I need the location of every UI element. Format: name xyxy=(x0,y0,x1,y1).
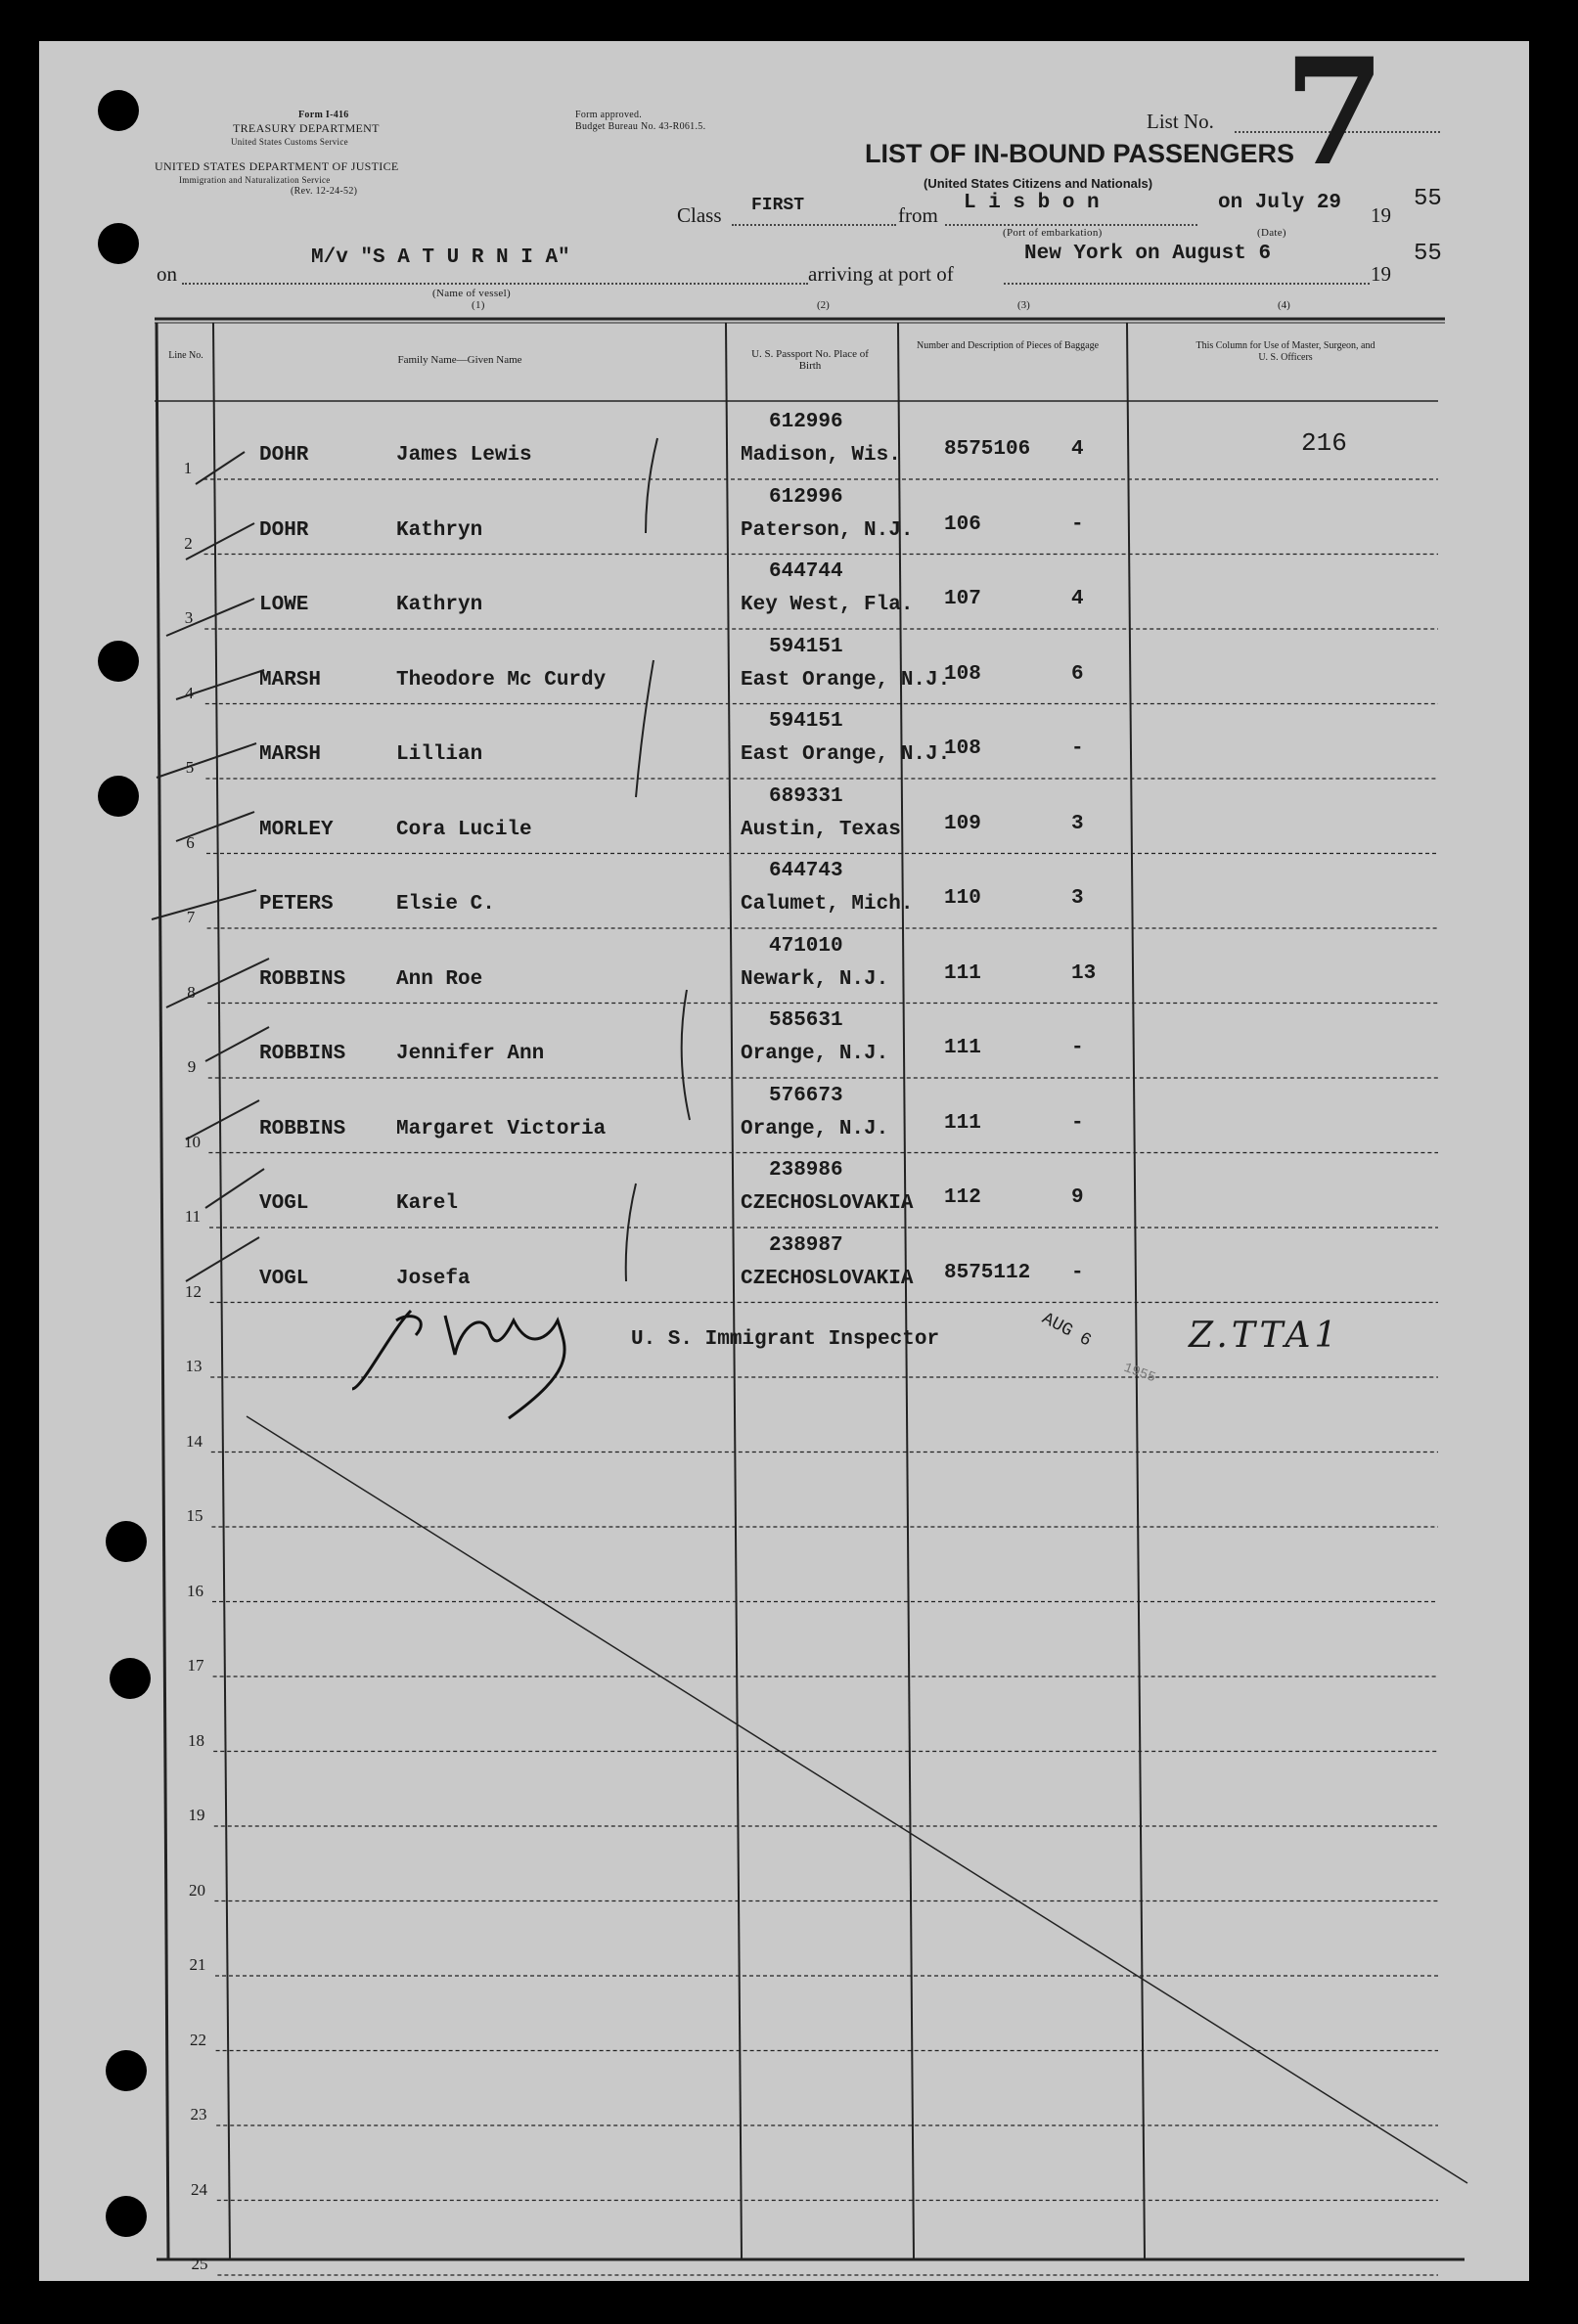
page-title: LIST OF IN-BOUND PASSENGERS xyxy=(865,139,1295,168)
baggage-pieces: 4 xyxy=(1071,588,1084,610)
line-number: 3 xyxy=(184,608,194,627)
passport-number: 612996 xyxy=(769,485,843,509)
header-officers: This Column for Use of Master, Surgeon, and U. S. Officers xyxy=(1195,340,1375,363)
place-of-birth: Calumet, Mich. xyxy=(741,893,914,916)
baggage-pieces: 9 xyxy=(1071,1186,1084,1209)
given-name: Elsie C. xyxy=(396,893,495,916)
treasury-department: TREASURY DEPARTMENT xyxy=(233,121,380,135)
passport-number: 585631 xyxy=(769,1009,843,1032)
given-name: Karel xyxy=(396,1192,459,1215)
given-name: Margaret Victoria xyxy=(396,1117,607,1140)
baggage-number: 107 xyxy=(944,588,981,610)
family-name: ROBBINS xyxy=(259,967,346,991)
family-name: DOHR xyxy=(259,518,309,542)
family-name: ROBBINS xyxy=(259,1117,346,1140)
family-name: ROBBINS xyxy=(259,1043,346,1065)
given-name: Josefa xyxy=(396,1267,471,1290)
line-number: 15 xyxy=(186,1506,203,1525)
page-subtitle: (United States Citizens and Nationals) xyxy=(924,176,1153,191)
budget-bureau: Budget Bureau No. 43-R061.5. xyxy=(575,121,706,132)
form-revision: (Rev. 12-24-52) xyxy=(291,186,358,197)
class-label: Class xyxy=(677,203,722,227)
col-num-4: (4) xyxy=(1278,299,1290,311)
place-of-birth: CZECHOSLOVAKIA xyxy=(741,1192,914,1215)
line-number: 5 xyxy=(185,758,195,777)
place-of-birth: Newark, N.J. xyxy=(741,967,889,991)
baggage-pieces: - xyxy=(1071,737,1084,760)
line-number: 14 xyxy=(186,1431,203,1451)
col-num-3: (3) xyxy=(1017,299,1030,311)
passport-number: 612996 xyxy=(769,411,843,433)
baggage-pieces: 13 xyxy=(1071,961,1097,985)
vessel-name: M/v "S A T U R N I A" xyxy=(311,246,570,269)
port-embarkation-caption: (Port of embarkation) xyxy=(1003,227,1103,239)
family-name: LOWE xyxy=(259,594,309,616)
date-stamp-year: 1955 xyxy=(1121,1360,1158,1387)
given-name: Kathryn xyxy=(396,518,483,542)
baggage-number: 8575112 xyxy=(944,1261,1031,1284)
place-of-birth: Austin, Texas xyxy=(741,818,901,841)
line-number: 6 xyxy=(186,832,195,852)
family-name: PETERS xyxy=(259,893,334,916)
baggage-pieces: 3 xyxy=(1071,887,1084,910)
place-of-birth: Madison, Wis. xyxy=(741,444,901,467)
baggage-number: 111 xyxy=(944,1111,981,1135)
year-value-2: 55 xyxy=(1414,241,1442,267)
department-of-justice: UNITED STATES DEPARTMENT OF JUSTICE xyxy=(155,159,399,173)
baggage-pieces: - xyxy=(1071,1261,1084,1284)
passport-number: 471010 xyxy=(769,934,843,958)
embarkation-date: on July 29 xyxy=(1218,192,1342,214)
line-number: 7 xyxy=(186,908,196,926)
place-of-birth: Orange, N.J. xyxy=(741,1117,889,1140)
port-embarkation: L i s b o n xyxy=(964,192,1100,214)
passport-number: 238986 xyxy=(769,1159,843,1182)
baggage-pieces: 4 xyxy=(1071,438,1084,461)
place-of-birth: East Orange, N.J. xyxy=(741,668,951,692)
line-number: 12 xyxy=(185,1281,202,1301)
line-number: 9 xyxy=(187,1057,197,1076)
class-value: FIRST xyxy=(751,196,805,215)
year-value-1: 55 xyxy=(1414,186,1442,212)
line-number: 16 xyxy=(187,1581,203,1600)
baggage-number: 108 xyxy=(944,662,981,686)
passport-number: 576673 xyxy=(769,1084,843,1107)
place-of-birth: Key West, Fla. xyxy=(741,594,914,616)
baggage-number: 111 xyxy=(944,961,981,985)
passport-number: 238987 xyxy=(769,1233,843,1257)
line-number: 23 xyxy=(190,2105,207,2123)
baggage-number: 112 xyxy=(944,1186,981,1209)
officer-initials: Z.TTA1 xyxy=(1189,1316,1341,1356)
place-of-birth: Orange, N.J. xyxy=(741,1043,889,1065)
line-number: 8 xyxy=(187,982,196,1002)
line-number: 22 xyxy=(190,2030,206,2049)
baggage-number: 110 xyxy=(944,887,981,910)
baggage-number: 106 xyxy=(944,513,981,536)
baggage-number: 111 xyxy=(944,1037,981,1059)
line-number: 20 xyxy=(189,1880,205,1899)
list-no-value: 7 xyxy=(1284,26,1386,199)
given-name: Kathryn xyxy=(396,594,483,616)
arrival-port: New York on August 6 xyxy=(1024,243,1272,265)
line-number: 10 xyxy=(184,1132,201,1151)
officer-note: 216 xyxy=(1301,428,1347,458)
given-name: Lillian xyxy=(396,743,483,766)
line-number: 21 xyxy=(189,1955,206,1974)
line-number: 25 xyxy=(191,2255,208,2273)
year-label-2: 19 xyxy=(1371,262,1391,286)
inspector-signature xyxy=(352,1311,564,1418)
header-passport: U. S. Passport No. Place of Birth xyxy=(751,348,869,372)
header-family-name: Family Name—Given Name xyxy=(397,354,522,366)
vessel-caption: (Name of vessel) xyxy=(432,288,511,299)
passport-number: 644743 xyxy=(769,860,843,882)
baggage-pieces: 3 xyxy=(1071,812,1084,835)
date-caption: (Date) xyxy=(1257,227,1286,239)
place-of-birth: East Orange, N.J. xyxy=(741,743,951,766)
col-num-2: (2) xyxy=(817,299,830,311)
family-name: VOGL xyxy=(259,1267,309,1290)
family-name: MARSH xyxy=(259,743,322,766)
line-number: 18 xyxy=(188,1730,204,1750)
baggage-pieces: - xyxy=(1071,1037,1084,1059)
baggage-pieces: - xyxy=(1071,1111,1084,1135)
customs-service: United States Customs Service xyxy=(231,137,348,147)
given-name: Ann Roe xyxy=(396,967,483,991)
line-number: 11 xyxy=(184,1207,202,1226)
passport-number: 689331 xyxy=(769,784,843,808)
baggage-number: 8575106 xyxy=(944,438,1031,461)
list-no-label: List No. xyxy=(1147,110,1214,133)
on-label: on xyxy=(157,262,177,286)
passport-number: 594151 xyxy=(769,635,843,658)
line-number: 24 xyxy=(191,2179,207,2199)
line-number: 19 xyxy=(188,1806,205,1824)
given-name: James Lewis xyxy=(396,444,532,467)
family-name: MORLEY xyxy=(259,818,334,841)
family-name: MARSH xyxy=(259,668,322,692)
form-approved: Form approved. xyxy=(575,110,643,120)
family-name: DOHR xyxy=(259,444,309,467)
given-name: Theodore Mc Curdy xyxy=(396,668,607,692)
line-number: 1 xyxy=(183,459,193,477)
baggage-pieces: 6 xyxy=(1071,662,1084,686)
line-number: 4 xyxy=(185,683,194,702)
line-number: 17 xyxy=(187,1656,204,1675)
arriving-label: arriving at port of xyxy=(808,262,954,286)
year-label-1: 19 xyxy=(1371,203,1391,227)
baggage-pieces: - xyxy=(1071,513,1084,536)
date-stamp: AUG 6 xyxy=(1038,1309,1095,1352)
line-number: 13 xyxy=(185,1357,203,1375)
from-label: from xyxy=(898,203,938,227)
line-number: 2 xyxy=(184,533,193,553)
ins-service: Immigration and Naturalization Service xyxy=(179,175,331,185)
header-line-no: Line No. xyxy=(168,350,203,361)
passport-number: 594151 xyxy=(769,710,843,733)
form-number: Form I-416 xyxy=(298,110,349,120)
baggage-number: 109 xyxy=(944,812,981,835)
place-of-birth: CZECHOSLOVAKIA xyxy=(741,1267,914,1290)
vessel-caption-num: (1) xyxy=(472,299,485,311)
inspector-title: U. S. Immigrant Inspector xyxy=(631,1328,940,1351)
place-of-birth: Paterson, N.J. xyxy=(741,518,914,542)
family-name: VOGL xyxy=(259,1192,309,1215)
baggage-number: 108 xyxy=(944,737,981,760)
passport-number: 644744 xyxy=(769,560,843,583)
given-name: Jennifer Ann xyxy=(396,1043,545,1065)
header-baggage: Number and Description of Pieces of Baggage xyxy=(916,340,1100,351)
given-name: Cora Lucile xyxy=(396,818,532,841)
